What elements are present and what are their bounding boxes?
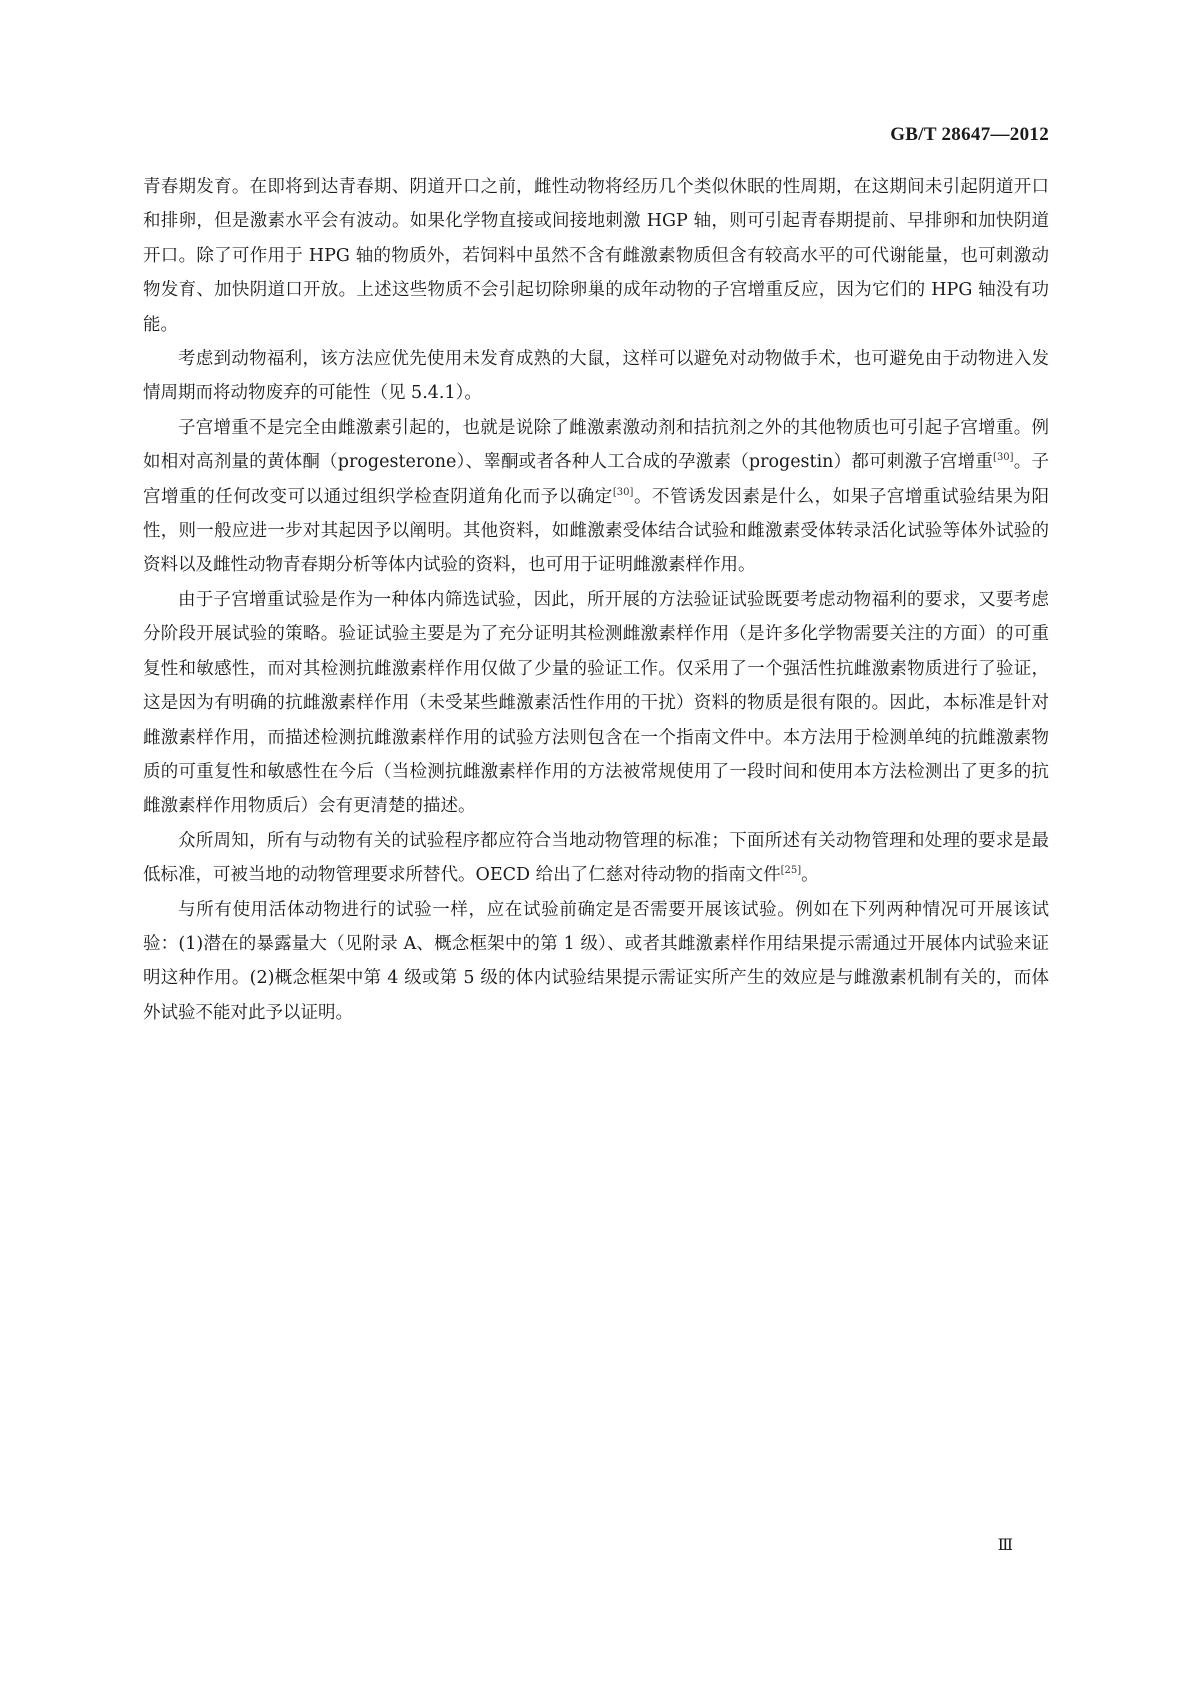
- paragraph-6: 与所有使用活体动物进行的试验一样，应在试验前确定是否需要开展该试验。例如在下列两种情况可开展该试验：(1)潜在的暴露量大（见附录 A、概念框架中的第 1 级）、或者其雌激素样作用结果提示需通过开展体内试验来证明这种作用。(2)概念框架中第 4 级或第 5 级的体内试验结果提示需证实所产生的效应是与雌激素机制有关的，而体外试验不能对此予以证明。: [143, 899, 1049, 1023]
- paragraph-3-text-a: 子宫增重不是完全由雌激素引起的，也就是说除了雌激素激动剂和拮抗剂之外的其他物质也可引起子宫增重。例如相对高剂量的黄体酮（progesterone）、睾酮或者各种人工合成的孕激素（progestin）都可刺激子宫增重: [143, 417, 1049, 473]
- paragraph-3-text-b: 。子宫增重的任何改变可以通过组织学检查阴道角化而予以确定: [143, 452, 1049, 507]
- paragraph-3: [143, 411, 1049, 583]
- paragraph-5-text-b: 。: [801, 865, 819, 886]
- paragraph-3-text-c: 。不管诱发因素是什么，如果子宫增重试验结果为阳性，则一般应进一步对其起因予以阐明。其他资料，如雌激素受体结合试验和雌激素受体转录活化试验等体外试验的资料以及雌性动物青春期分析等体内试验的资料，也可用于证明雌激素样作用。: [143, 486, 1050, 576]
- document-body: [143, 170, 1049, 1030]
- paragraph-5-text-a: 众所周知，所有与动物有关的试验程序都应符合当地动物管理的标准；下面所述有关动物管理和处理的要求是最低标准，可被当地的动物管理要求所替代。OECD 给出了仁慈对待动物的指南文件: [143, 830, 1049, 886]
- page-number: Ⅲ: [997, 1537, 1013, 1554]
- citation-ref: [25]: [780, 865, 802, 877]
- citation-ref: [30]: [612, 486, 634, 498]
- paragraph-4: 由于子宫增重试验是作为一种体内筛选试验，因此，所开展的方法验证试验既要考虑动物福利的要求，又要考虑分阶段开展试验的策略。验证试验主要是为了充分证明其检测雌激素样作用（是许多化学物需要关注的方面）的可重复性和敏感性，而对其检测抗雌激素样作用仅做了少量的验证工作。仅采用了一个强活性抗雌激素物质进行了验证，这是因为有明确的抗雌激素样作用（未受某些雌激素活性作用的干扰）资料的物质是很有限的。因此，本标准是针对雌激素样作用，而描述检测抗雌激素样作用的试验方法则包含在一个指南文件中。本方法用于检测单纯的抗雌激素物质的可重复性和敏感性在今后（当检测抗雌激素样作用的方法被常规使用了一段时间和使用本方法检测出了更多的抗雌激素样作用物质后）会有更清楚的描述。: [143, 589, 1049, 817]
- standard-number: GB/T 28647—2012: [890, 124, 1049, 145]
- citation-ref: [30]: [993, 452, 1014, 464]
- paragraph-2: 考虑到动物福利，该方法应优先使用未发育成熟的大鼠，这样可以避免对动物做手术，也可避免由于动物进入发情周期而将动物废弃的可能性（见 5.4.1）。: [143, 349, 1049, 404]
- paragraph-1: 青春期发育。在即将到达青春期、阴道开口之前，雌性动物将经历几个类似休眠的性周期，在这期间未引起阴道开口和排卵，但是激素水平会有波动。如果化学物直接或间接地刺激 HGP 轴，则可引起青春期提前、早排卵和加快阴道开口。除了可作用于 HPG 轴的物质外，若饲料中虽然不含有雌激素物质但含有较高水平的可代谢能量，也可刺激动物发育、加快阴道口开放。上述这些物质不会引起切除卵巢的成年动物的子宫增重反应，因为它们的 HPG 轴没有功能。: [143, 177, 1049, 335]
- paragraph-5: [143, 824, 1049, 893]
